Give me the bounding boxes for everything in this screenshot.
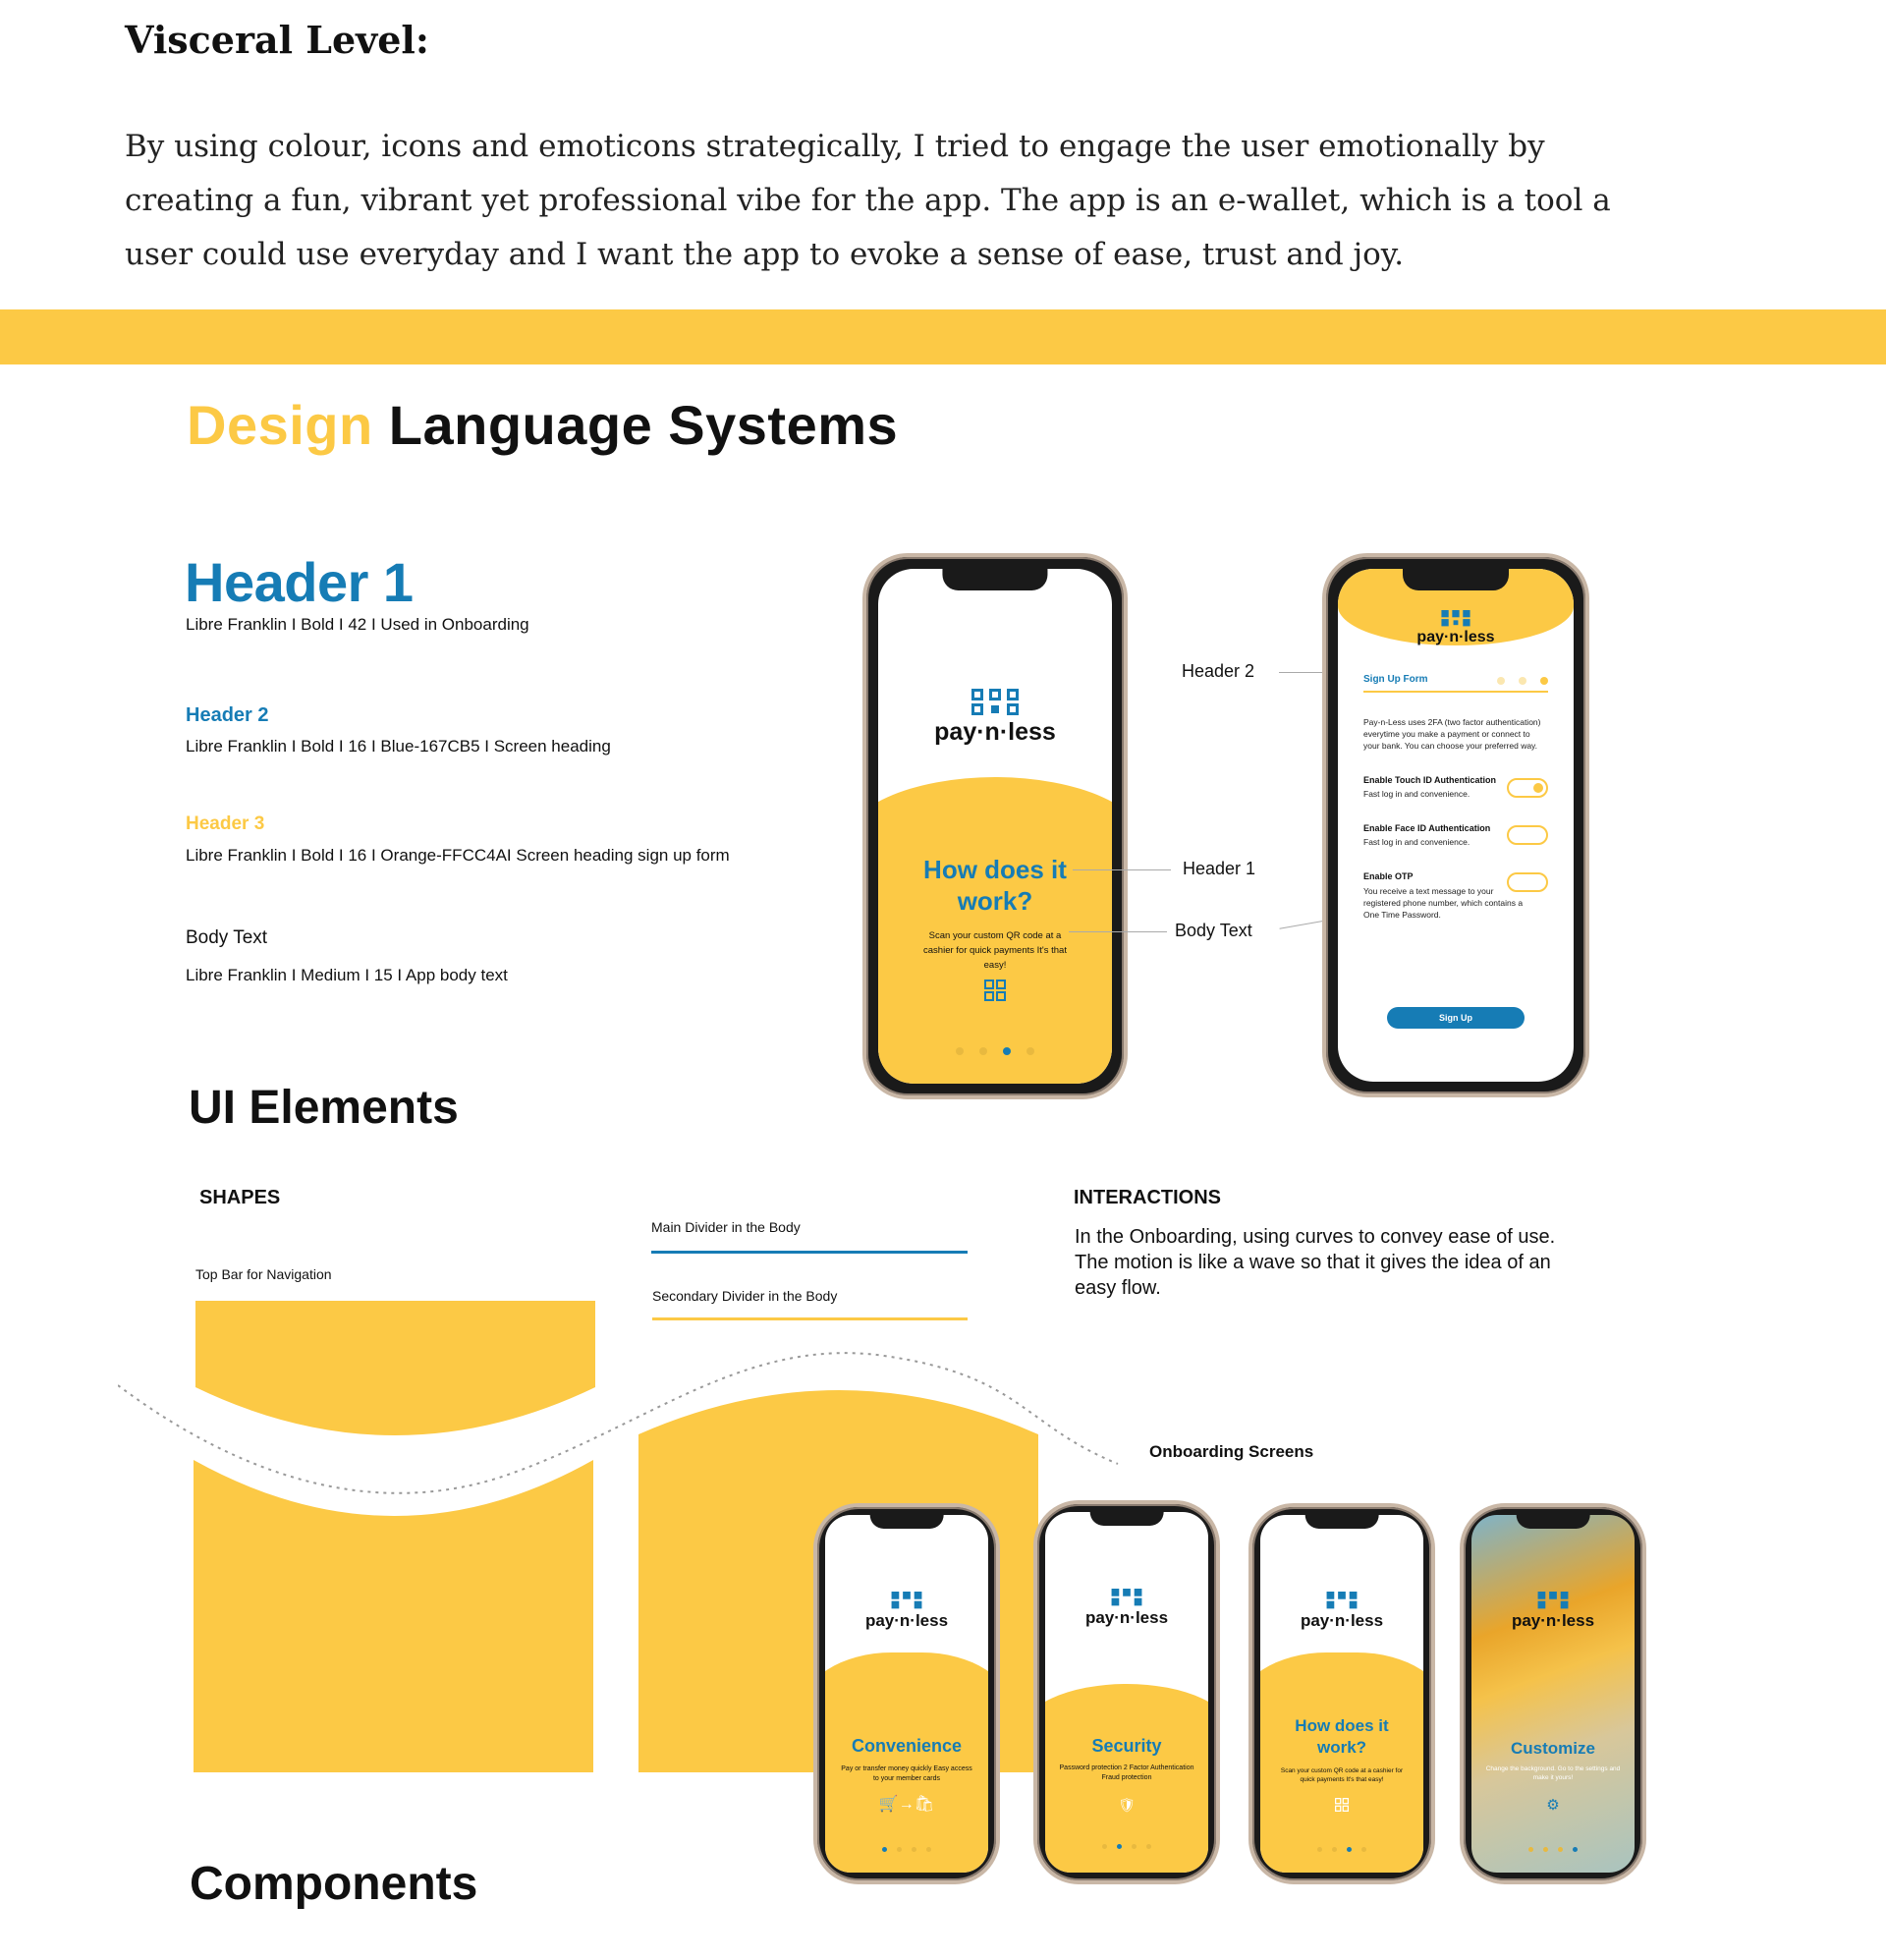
phone-screen: [1045, 1512, 1208, 1873]
page-title: [187, 393, 898, 457]
pagination-dots[interactable]: [1045, 1836, 1208, 1854]
shield-icon: 🛡: [1118, 1797, 1136, 1813]
onboarding-body: Password protection 2 Factor Authentication Fraud protection: [1059, 1764, 1194, 1781]
cart-transfer-icon: 🛒→🛍: [878, 1796, 935, 1813]
phone-screen: [1338, 569, 1574, 1082]
qr-small-icon: [878, 980, 1112, 1006]
page-dot[interactable]: [1146, 1844, 1151, 1849]
logo: [1338, 610, 1574, 646]
topbar-label: Top Bar for Navigation: [195, 1266, 332, 1282]
option-label: Enable OTP: [1363, 871, 1414, 881]
onboarding-heading: How does it work?: [923, 855, 1067, 916]
page-dot[interactable]: [897, 1847, 902, 1852]
header2-spec: Libre Franklin I Bold I 16 I Blue-167CB5 I Screen heading: [186, 737, 611, 756]
option-desc: You receive a text message to your registered phone number, which contains a One Time Password.: [1363, 886, 1524, 920]
page-dot[interactable]: [1558, 1847, 1563, 1852]
sign-up-button[interactable]: Sign Up: [1387, 1007, 1525, 1029]
pagination-dots[interactable]: [1260, 1839, 1423, 1857]
yellow-band-divider: [0, 309, 1886, 364]
body-text-spec: Libre Franklin I Medium I 15 I App body text: [186, 966, 508, 984]
annotation-body-text: Body Text: [1175, 921, 1252, 940]
pagination-dots[interactable]: [1471, 1839, 1635, 1857]
interactions-description: In the Onboarding, using curves to convey ease of use. The motion is like a wave so that it gives the idea of an easy flow.: [1075, 1226, 1556, 1299]
header2-sample: Header 2: [186, 704, 269, 726]
phone-notch: [942, 569, 1047, 590]
qr-icon: [1441, 610, 1470, 627]
annotation-header1: Header 1: [1183, 859, 1256, 878]
option-desc: Fast log in and convenience.: [1363, 789, 1470, 799]
option-desc: Fast log in and convenience.: [1363, 837, 1470, 847]
page-dot-active[interactable]: [1117, 1844, 1122, 1849]
page-dot[interactable]: [1528, 1847, 1533, 1852]
logo-text: pay·n·less: [934, 718, 1056, 746]
title-rest: Language Systems: [372, 394, 899, 456]
logo: [1260, 1592, 1423, 1631]
logo-text: pay·n·less: [1416, 629, 1495, 645]
onboarding-screens-label: Onboarding Screens: [1149, 1442, 1314, 1461]
onboarding-phone-how-it-works: [1248, 1503, 1435, 1884]
qr-icon: [971, 689, 1019, 716]
page-dot[interactable]: [912, 1847, 916, 1852]
page-dot[interactable]: [1543, 1847, 1548, 1852]
touch-id-toggle[interactable]: [1507, 778, 1548, 798]
phone-mockup-signup: [1322, 553, 1589, 1097]
phone-screen: [878, 569, 1112, 1084]
phone-notch: [1305, 1515, 1379, 1529]
page-dot-active[interactable]: [1573, 1847, 1578, 1852]
header1-spec: Libre Franklin I Bold I 42 I Used in Onboarding: [186, 615, 529, 634]
shapes-label: SHAPES: [199, 1187, 281, 1208]
pagination-dots[interactable]: [878, 1042, 1112, 1060]
phone-screen: [1260, 1515, 1423, 1873]
page-dot[interactable]: [926, 1847, 931, 1852]
page-dot[interactable]: [956, 1047, 964, 1055]
main-divider-label: Main Divider in the Body: [651, 1219, 801, 1235]
onboarding-heading: How does it work?: [1295, 1716, 1389, 1757]
page-dot-active[interactable]: [1347, 1847, 1352, 1852]
phone-notch: [1517, 1515, 1590, 1529]
page-dot-active[interactable]: [882, 1847, 887, 1852]
ui-elements-heading: UI Elements: [189, 1082, 459, 1134]
phone-notch: [1403, 569, 1509, 590]
section-heading-visceral: Visceral Level:: [125, 18, 429, 62]
logo-text: pay·n·less: [864, 1611, 949, 1630]
interactions-label: INTERACTIONS: [1074, 1187, 1221, 1208]
intro-paragraph: By using colour, icons and emoticons strategically, I tried to engage the user emotionally by creating a fun, vibrant yet professional vibe for the app. The app is an e-wallet, which is a tool a user could use everyday and I want the app to evoke a sense of ease, trust and joy.: [125, 129, 1611, 272]
onboarding-phone-customize: [1460, 1503, 1646, 1884]
logo-text: pay·n·less: [1084, 1608, 1169, 1627]
phone-screen-photo: [1471, 1515, 1635, 1873]
step-dot: [1497, 677, 1505, 685]
onboarding-heading: Convenience: [851, 1736, 963, 1756]
otp-toggle[interactable]: [1507, 872, 1548, 892]
onboarding-phone-convenience: [813, 1503, 1000, 1884]
main-divider-sample: [651, 1251, 968, 1254]
secondary-divider-label: Secondary Divider in the Body: [652, 1288, 838, 1304]
option-label: Enable Touch ID Authentication: [1363, 775, 1496, 785]
option-label: Enable Face ID Authentication: [1363, 823, 1491, 833]
onboarding-body: Scan your custom QR code at a cashier for quick payments It's that easy!: [1280, 1767, 1404, 1783]
face-id-toggle[interactable]: [1507, 825, 1548, 845]
phone-notch: [1090, 1512, 1164, 1526]
annotation-header2: Header 2: [1182, 661, 1255, 681]
qr-icon: [1111, 1589, 1142, 1606]
top-bar-shape: [195, 1301, 595, 1435]
page-dot[interactable]: [1332, 1847, 1337, 1852]
phone-notch: [870, 1515, 944, 1529]
logo: [1471, 1592, 1635, 1631]
onboarding-heading: Security: [1091, 1736, 1162, 1756]
onboarding-body: Scan your custom QR code at a cashier for quick payments It's that easy!: [923, 930, 1067, 971]
signup-title: Sign Up Form: [1363, 674, 1428, 685]
onboarding-phone-security: [1033, 1500, 1220, 1884]
title-accent: Design: [187, 394, 373, 456]
pagination-dots[interactable]: [825, 1839, 988, 1857]
logo-text: pay·n·less: [1511, 1611, 1595, 1630]
signup-intro: Pay-n-Less uses 2FA (two factor authentication) everytime you make a payment or connect to your bank. You can choose your preferred way.: [1363, 717, 1541, 751]
qr-small-icon: [1260, 1798, 1423, 1817]
qr-icon: [1537, 1592, 1569, 1609]
qr-icon: [1326, 1592, 1358, 1609]
step-dot-active: [1540, 677, 1548, 685]
onboarding-body: Change the background. Go to the settings and make it yours!: [1485, 1765, 1621, 1781]
onboarding-heading: Customize: [1511, 1739, 1595, 1758]
page-dot[interactable]: [1026, 1047, 1034, 1055]
components-heading: Components: [190, 1858, 478, 1910]
page-dot[interactable]: [1132, 1844, 1137, 1849]
logo: [878, 689, 1112, 747]
logo-text: pay·n·less: [1300, 1611, 1384, 1630]
phone-mockup-onboarding: [862, 553, 1128, 1099]
page-dot[interactable]: [979, 1047, 987, 1055]
logo: [825, 1592, 988, 1631]
header3-spec: Libre Franklin I Bold I 16 I Orange-FFCC4AI Screen heading sign up form: [186, 846, 730, 865]
bottom-panel-shape: [194, 1460, 593, 1772]
header3-sample: Header 3: [186, 813, 265, 834]
step-dot: [1519, 677, 1526, 685]
page-dot[interactable]: [1102, 1844, 1107, 1849]
page-dot-active[interactable]: [1003, 1047, 1011, 1055]
gear-icon: ⚙: [1546, 1797, 1560, 1814]
qr-icon: [891, 1592, 922, 1609]
secondary-divider: [1363, 691, 1548, 693]
logo: [1045, 1589, 1208, 1628]
page-dot[interactable]: [1317, 1847, 1322, 1852]
page-dot[interactable]: [1361, 1847, 1366, 1852]
body-text-sample: Body Text: [186, 927, 268, 948]
phone-screen: [825, 1515, 988, 1873]
onboarding-body: Pay or transfer money quickly Easy access to your member cards: [841, 1765, 972, 1782]
header1-sample: Header 1: [185, 551, 414, 613]
